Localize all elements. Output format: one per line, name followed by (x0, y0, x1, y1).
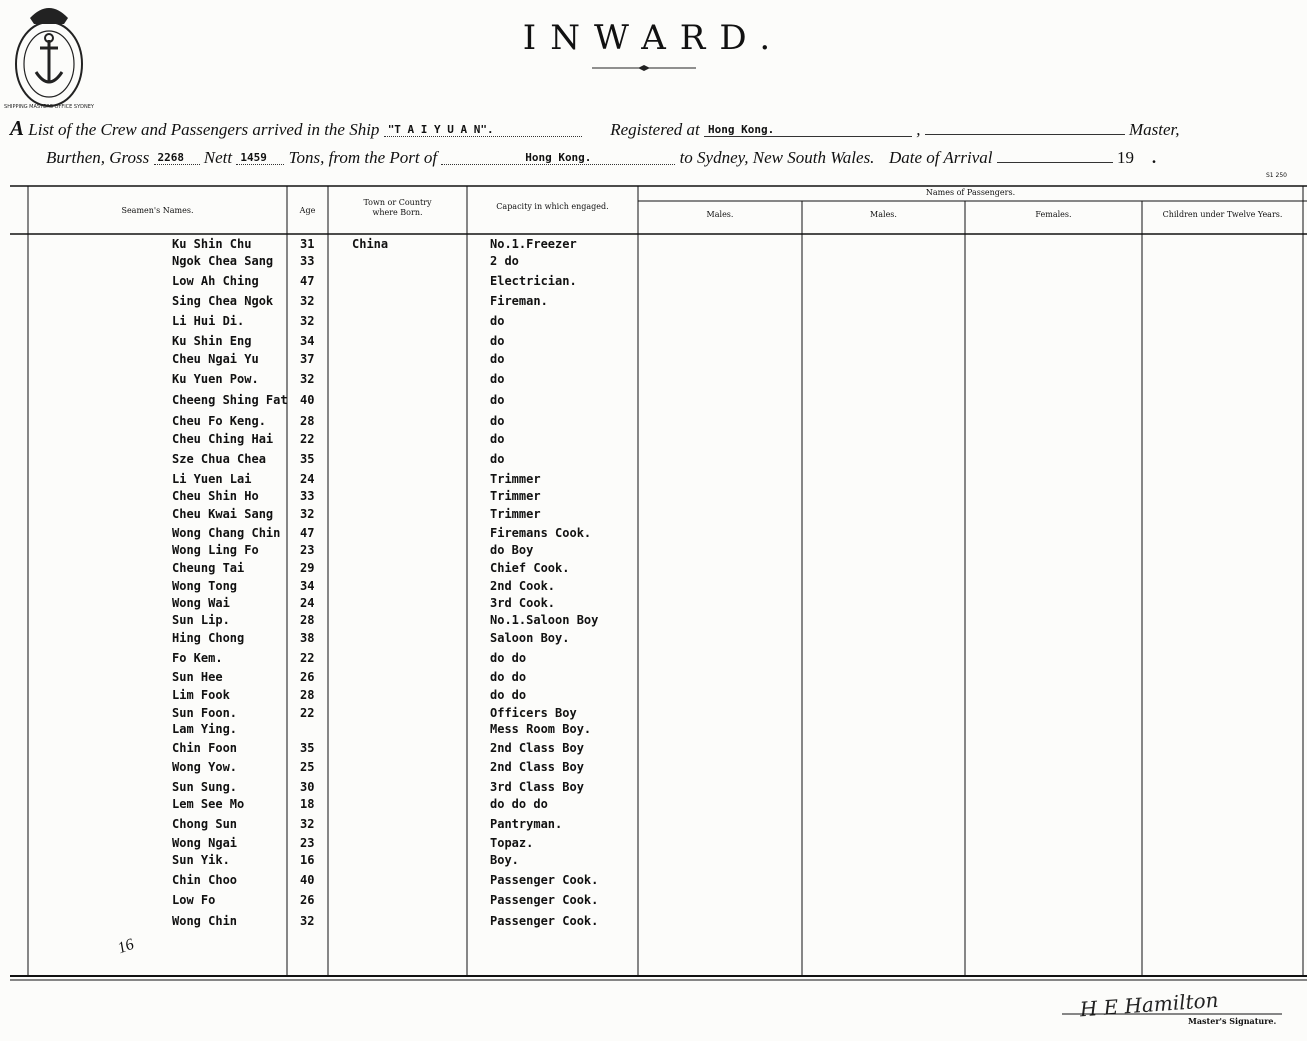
crew-capacity: do (490, 393, 505, 407)
crew-birthplace: China (352, 237, 389, 251)
crew-row (0, 914, 1307, 933)
crew-age: 33 (300, 489, 315, 503)
crew-capacity: do (490, 334, 505, 348)
crew-capacity: Fireman. (490, 294, 548, 308)
crew-age: 30 (300, 780, 315, 794)
arrival-label: Date of Arrival (888, 148, 993, 167)
col-males-2: Males. (870, 210, 897, 219)
crew-age: 33 (300, 254, 315, 268)
crew-name: Sze Chua Chea (172, 452, 266, 466)
ship-name: "T A I Y U A N". (384, 123, 582, 137)
crew-row (0, 873, 1307, 892)
crew-age: 18 (300, 797, 315, 811)
gross-tonnage: 2268 (154, 151, 200, 165)
col-born-line1: Town or Country (363, 198, 432, 207)
crew-name: Sun Hee (172, 670, 223, 684)
crew-age: 32 (300, 817, 315, 831)
crew-capacity: 2nd Class Boy (490, 760, 584, 774)
crew-name: Ku Shin Eng (172, 334, 252, 348)
crew-age: 40 (300, 393, 315, 407)
crew-age: 22 (300, 706, 315, 720)
col-passengers: Names of Passengers. (925, 188, 1016, 197)
crew-age: 40 (300, 873, 315, 887)
crew-name: Wong Chin (172, 914, 238, 928)
crew-age: 26 (300, 893, 315, 907)
crew-capacity: No.1.Freezer (490, 237, 577, 251)
crew-capacity: 3rd Class Boy (490, 780, 584, 794)
crew-row (0, 393, 1307, 412)
crew-age: 22 (300, 432, 315, 446)
crew-capacity: Saloon Boy. (490, 631, 570, 645)
registered-port: Hong Kong. (704, 123, 912, 137)
crew-capacity: do do do (490, 797, 548, 811)
col-males-1: Males. (706, 210, 734, 219)
crew-age: 29 (300, 561, 315, 575)
crew-name: Wong Ngai (172, 836, 238, 850)
crew-name: Chin Choo (172, 873, 238, 887)
crew-name: Cheu Fo Keng. (172, 414, 266, 428)
crew-name: Fo Kem. (172, 651, 223, 665)
crew-row (0, 414, 1307, 433)
crew-age: 25 (300, 760, 315, 774)
crew-age: 34 (300, 334, 315, 348)
crew-row (0, 372, 1307, 391)
crew-row (0, 613, 1307, 632)
crew-row (0, 543, 1307, 562)
crew-row (0, 452, 1307, 471)
tons-label: Tons, from the Port of (288, 148, 438, 167)
crew-row (0, 893, 1307, 912)
arrival-year: 19 (1117, 148, 1135, 167)
destination-label: to Sydney, New South Wales. (679, 148, 875, 167)
crew-row (0, 507, 1307, 526)
crew-name: Low Ah Ching (172, 274, 259, 288)
crew-row (0, 853, 1307, 872)
crew-capacity: Trimmer (490, 472, 541, 486)
crew-row (0, 432, 1307, 451)
crew-name: Cheu Ching Hai (172, 432, 274, 446)
crew-name: Lim Fook (172, 688, 230, 702)
crew-age: 35 (300, 741, 315, 755)
crew-row (0, 294, 1307, 313)
crew-capacity: Trimmer (490, 507, 541, 521)
crew-capacity: Passenger Cook. (490, 873, 599, 887)
crew-age: 32 (300, 914, 315, 928)
crew-capacity: do (490, 452, 505, 466)
crew-name: Hing Chong (172, 631, 245, 645)
crew-name: Lam Ying. (172, 722, 238, 736)
crew-capacity: No.1.Saloon Boy (490, 613, 599, 627)
crew-capacity: Mess Room Boy. (490, 722, 592, 736)
crew-name: Ku Yuen Pow. (172, 372, 259, 386)
crew-age: 31 (300, 237, 315, 251)
crew-age: 22 (300, 651, 315, 665)
crew-age: 23 (300, 543, 315, 557)
crew-capacity: do Boy (490, 543, 534, 557)
lead-letter: A (10, 116, 25, 140)
crew-row (0, 722, 1307, 741)
crew-name: Sun Lip. (172, 613, 230, 627)
crew-row (0, 561, 1307, 580)
crew-name: Lem See Mo (172, 797, 245, 811)
form-line-2: Burthen, Gross 2268 Nett 1459 Tons, from the Port of Hong Kong. to Sydney, New South Wales. Date of Arrival 19 . (46, 148, 1157, 167)
list-prefix: List of the Crew and Passengers arrived in the Ship (28, 120, 380, 139)
crew-name: Sing Chea Ngok (172, 294, 274, 308)
crew-age: 16 (300, 853, 315, 867)
page-title: INWARD. (522, 18, 785, 58)
crew-name: Wong Yow. (172, 760, 238, 774)
nett-tonnage: 1459 (236, 151, 284, 165)
crew-name: Wong Wai (172, 596, 230, 610)
crew-capacity: do do (490, 651, 527, 665)
crew-row (0, 254, 1307, 273)
margin-note: 16 (115, 935, 137, 958)
crew-name: Cheu Shin Ho (172, 489, 259, 503)
crew-row (0, 334, 1307, 353)
crew-age: 35 (300, 452, 315, 466)
master-label: Master, (1128, 120, 1180, 139)
crew-capacity: do (490, 432, 505, 446)
crew-name: Wong Chang Chin (172, 526, 281, 540)
departure-port: Hong Kong. (441, 151, 675, 165)
crew-capacity: Firemans Cook. (490, 526, 592, 540)
form-line-1: A List of the Crew and Passengers arrived in the Ship "T A I Y U A N". Registered at Hong Kong. , Master, (10, 116, 1180, 140)
col-capacity: Capacity in which engaged. (496, 202, 609, 211)
crew-age: 37 (300, 352, 315, 366)
signature-label: Master's Signature. (1188, 1016, 1277, 1026)
registered-label: Registered at (610, 120, 700, 139)
crew-capacity: Boy. (490, 853, 519, 867)
crew-capacity: do (490, 372, 505, 386)
crew-capacity: Electrician. (490, 274, 577, 288)
crew-name: Chin Foon (172, 741, 238, 755)
crew-row (0, 760, 1307, 779)
crew-age: 28 (300, 688, 315, 702)
col-children: Children under Twelve Years. (1162, 210, 1283, 219)
crew-age: 32 (300, 294, 315, 308)
crew-name: Cheu Kwai Sang (172, 507, 274, 521)
crew-name: Sun Sung. (172, 780, 238, 794)
crew-row (0, 670, 1307, 689)
crew-age: 47 (300, 526, 315, 540)
signature-scrawl: H E Hamilton (1079, 987, 1220, 1022)
crew-name: Wong Tong (172, 579, 238, 593)
crew-age: 28 (300, 414, 315, 428)
crew-name: Wong Ling Fo (172, 543, 259, 557)
crew-capacity: Officers Boy (490, 706, 577, 720)
crew-name: Sun Foon. (172, 706, 238, 720)
crew-capacity: do (490, 314, 505, 328)
crew-capacity: Pantryman. (490, 817, 563, 831)
crew-capacity: Passenger Cook. (490, 914, 599, 928)
crew-age: 24 (300, 472, 315, 486)
crew-row (0, 741, 1307, 760)
crew-name: Sun Yik. (172, 853, 230, 867)
crew-row (0, 352, 1307, 371)
crew-age: 47 (300, 274, 315, 288)
crew-age: 24 (300, 596, 315, 610)
crew-row (0, 797, 1307, 816)
col-seamen-names: Seamen's Names. (121, 206, 194, 215)
crew-age: 32 (300, 507, 315, 521)
crew-capacity: Topaz. (490, 836, 534, 850)
crew-row (0, 314, 1307, 333)
col-age: Age (299, 206, 316, 215)
crew-capacity: do do (490, 688, 527, 702)
crew-age: 23 (300, 836, 315, 850)
crew-name: Cheu Ngai Yu (172, 352, 259, 366)
crew-age: 26 (300, 670, 315, 684)
crew-capacity: Trimmer (490, 489, 541, 503)
crew-row (0, 274, 1307, 293)
crew-row (0, 489, 1307, 508)
crew-row (0, 651, 1307, 670)
crew-capacity: do (490, 352, 505, 366)
seal-text: SHIPPING MASTERS OFFICE SYDNEY (4, 104, 94, 110)
nett-label: Nett (203, 148, 233, 167)
crew-name: Ku Shin Chu (172, 237, 252, 251)
crew-capacity: Chief Cook. (490, 561, 570, 575)
crew-row (0, 817, 1307, 836)
crew-capacity: do do (490, 670, 527, 684)
crew-name: Li Yuen Lai (172, 472, 252, 486)
crew-name: Cheung Tai (172, 561, 245, 575)
crew-age: 28 (300, 613, 315, 627)
crew-name: Ngok Chea Sang (172, 254, 274, 268)
crew-capacity: 2nd Cook. (490, 579, 556, 593)
crew-name: Chong Sun (172, 817, 238, 831)
form-code: S1 250 (1266, 172, 1287, 179)
col-females: Females. (1035, 210, 1072, 219)
crew-capacity: 2nd Class Boy (490, 741, 584, 755)
burthen-label: Burthen, Gross (46, 148, 150, 167)
crew-row (0, 688, 1307, 707)
crew-capacity: do (490, 414, 505, 428)
col-born-line2: where Born. (372, 208, 423, 217)
crew-age: 32 (300, 314, 315, 328)
crew-name: Cheeng Shing Fat (172, 393, 288, 407)
crew-name: Low Fo (172, 893, 216, 907)
crew-capacity: 3rd Cook. (490, 596, 556, 610)
crew-age: 38 (300, 631, 315, 645)
crew-row (0, 631, 1307, 650)
crew-name: Li Hui Di. (172, 314, 245, 328)
crew-age: 34 (300, 579, 315, 593)
crew-capacity: Passenger Cook. (490, 893, 599, 907)
crew-capacity: 2 do (490, 254, 519, 268)
crew-age: 32 (300, 372, 315, 386)
